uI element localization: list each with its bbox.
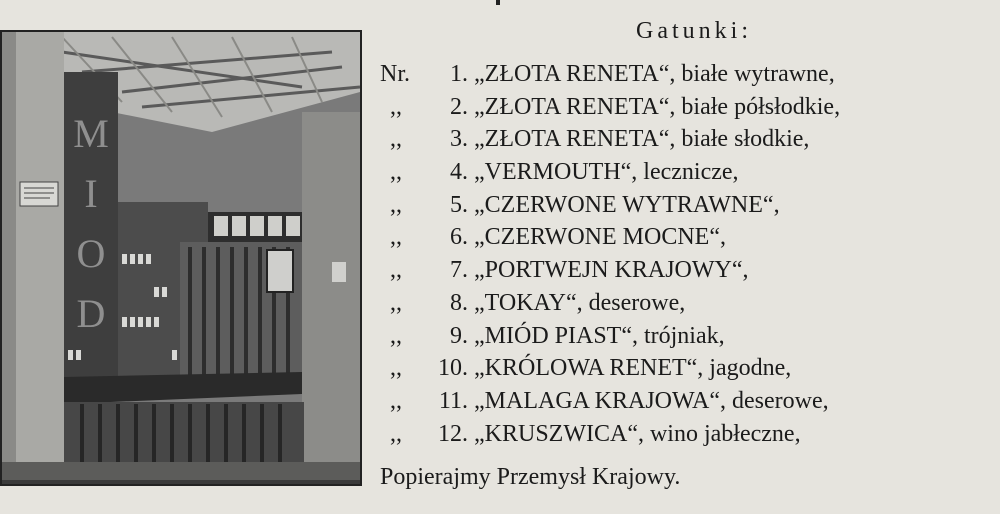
number-label: Nr. [380,61,410,87]
item-text: „CZERWONE WYTRAWNE“, [474,191,780,218]
item-number: 6. [450,224,468,251]
item-text: „TOKAY“, deserowe, [474,289,686,316]
item-number: 3. [450,126,468,153]
svg-text:M: M [73,111,109,156]
item-text: „PORTWEJN KRAJOWY“, [474,257,749,284]
item-text: „ZŁOTA RENETA“, białe wytrawne, [474,61,835,87]
ditto-mark: ,, [390,93,402,120]
item-text: „MIÓD PIAST“, trójniak, [474,322,725,349]
svg-text:I: I [84,171,98,216]
ditto-mark: ,, [390,387,402,414]
item-text: „CZERWONE MOCNE“, [474,224,726,251]
item-number: 12. [438,420,468,447]
ditto-mark: ,, [390,191,402,218]
section-heading: Gatunki: [636,18,752,44]
item-text: „KRUSZWICA“, wino jabłeczne, [474,420,801,447]
item-number: 10. [438,355,468,382]
item-number: 8. [450,289,468,316]
ditto-mark: ,, [390,322,402,349]
item-text: „ZŁOTA RENETA“, białe półsłodkie, [474,93,841,120]
exhibition-stand-photo [0,30,362,486]
item-text: „VERMOUTH“, lecznicze, [474,159,739,186]
item-text: „MALAGA KRAJOWA“, deserowe, [474,387,829,414]
svg-text:D: D [76,291,106,336]
ditto-mark: ,, [390,257,402,284]
ditto-mark: ,, [390,355,402,382]
item-text: „ZŁOTA RENETA“, białe słodkie, [474,126,810,153]
ditto-mark: ,, [390,159,402,186]
item-number: 5. [450,191,468,218]
ditto-mark: ,, [390,224,402,251]
ditto-mark: ,, [390,126,402,153]
item-text: „KRÓLOWA RENET“, jagodne, [474,355,792,382]
item-number: 1. [450,61,468,87]
ditto-mark: ,, [390,289,402,316]
item-number: 2. [450,93,468,120]
print-mark [496,0,500,5]
item-number: 11. [438,387,468,414]
svg-text:O: O [76,231,106,276]
footer-slogan: Popierajmy Przemysł Krajowy. [380,464,681,490]
item-number: 4. [450,159,468,186]
item-number: 9. [450,322,468,349]
item-number: 7. [450,257,468,284]
ditto-mark: ,, [390,420,402,447]
